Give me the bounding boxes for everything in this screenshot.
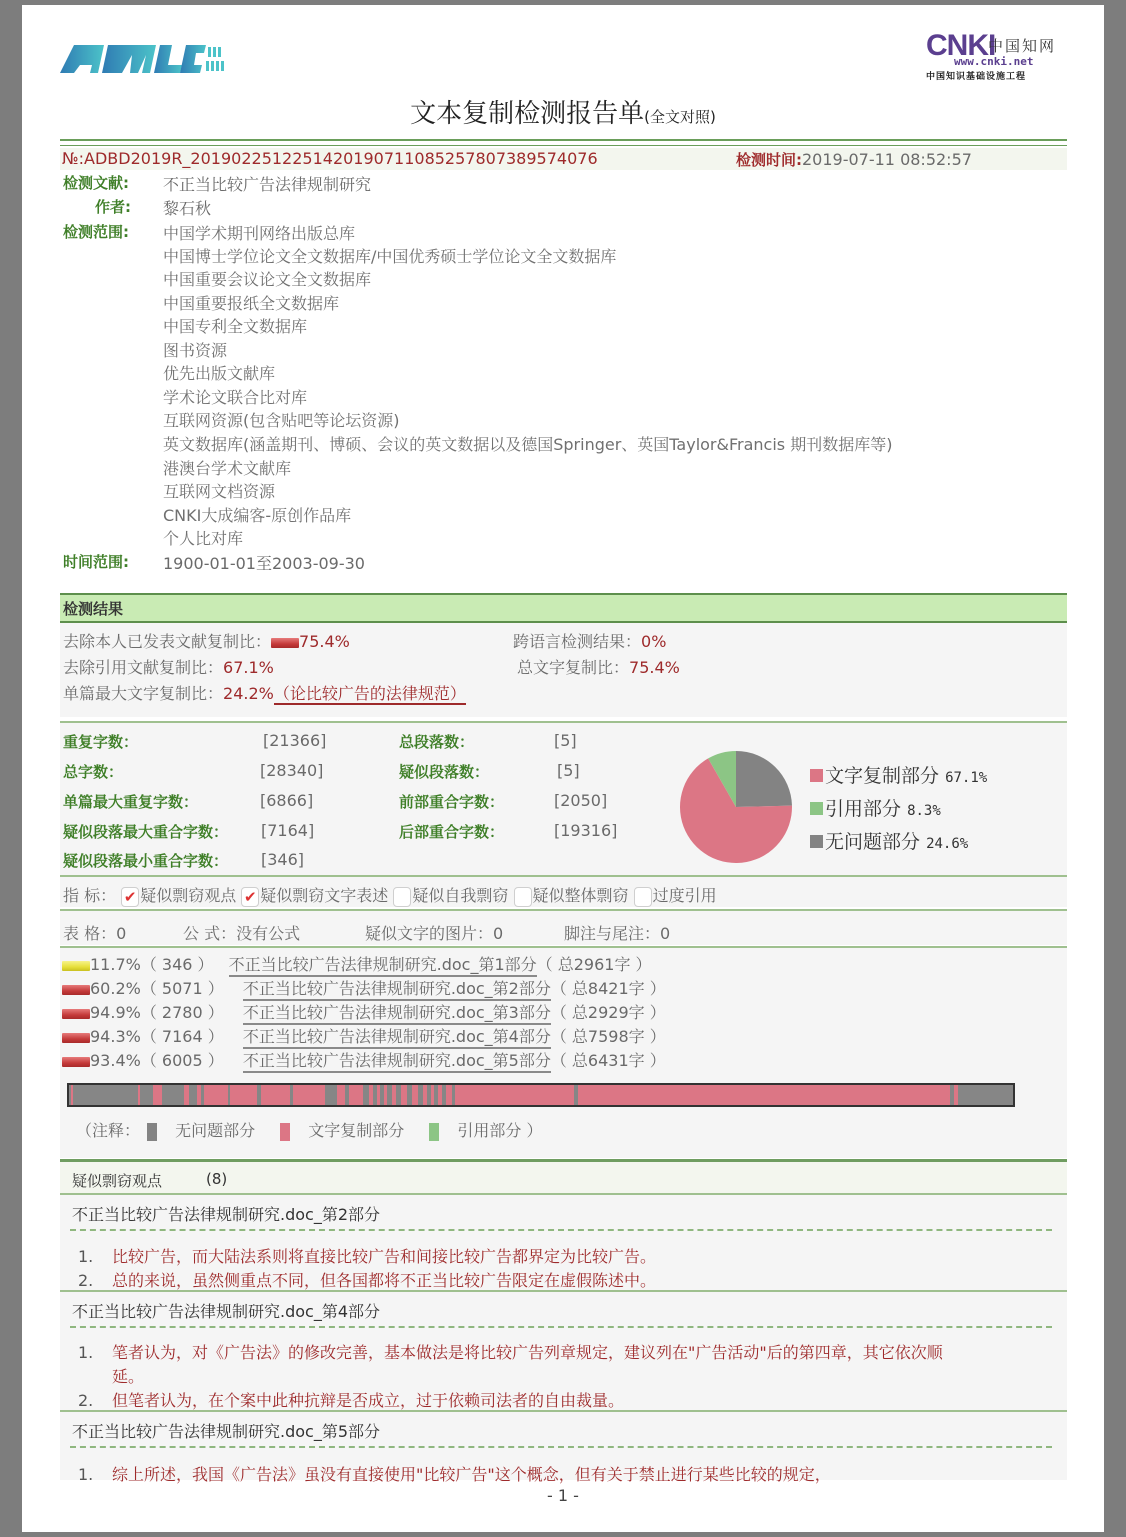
stats-panel: 重复字数： [21366] 总字数： [28340] 单篇最大重复字数： [6866] 疑似段落最大重合字数： [7164] 疑似段落最小重合字数： [346] 总段落数： [5] 疑似段落数： [5] 前部重合字数： [2050] 后部重合字数： [19316] 文字复制部分 67.1% 引用部分 8.3% 无问题部分 24.6% [60,723,1067,875]
range-item: 中国学术期刊网络出版总库 [163,224,356,243]
time-range-label: 时间范围: [63,553,129,571]
range-item: 学术论文联合比对库 [163,388,308,407]
stat-value: [5] [554,731,577,750]
plagiarism-item-continued: 延。 [112,1367,145,1386]
range-label: 检测范围: [63,223,129,241]
max-single-value: 24.2% [223,684,274,703]
part-link[interactable]: 不正当比较广告法律规制研究.doc_第4部分 [243,1027,551,1049]
part-row: 93.4%（ 6005 ） 不正当比较广告法律规制研究.doc_第5部分（ 总6431字 ） [62,1048,666,1071]
stat-value: [5] [557,761,580,780]
doc-title: 不正当比较广告法律规制研究 [163,175,372,194]
stat-value: [28340] [260,761,324,780]
checkbox-checked-icon[interactable]: ✔ [121,887,139,907]
checkbox-empty-icon[interactable] [514,887,532,907]
indicator-whole-plagiarism[interactable]: 疑似整体剽窃 [514,886,629,905]
range-item: 互联网文档资源 [163,482,276,501]
stat-value: [6866] [260,791,314,810]
range-item: 港澳台学术文献库 [163,459,292,478]
high-similarity-swatch [62,1009,90,1019]
high-similarity-swatch [62,1033,90,1043]
legend-cite-swatch [429,1123,439,1141]
report-number: №:ADBD2019R_2019022512251420190711085257807389574076 [62,149,598,168]
plagiarism-item: 1. 笔者认为，对《广告法》的修改完善，基本做法是将比较广告列章规定，建议列在"广告活动"后的第四章，其它依次顺 [78,1343,943,1362]
high-similarity-swatch [62,985,90,995]
plagiarism-item: 2. 但笔者认为，在个案中此种抗辩是否成立，过于依赖司法者的自由裁量。 [78,1391,625,1410]
group-doc-title: 不正当比较广告法律规制研究.doc_第5部分 [72,1422,381,1441]
range-item: 中国重要会议论文全文数据库 [163,270,372,289]
parts-panel [60,948,1067,1158]
legend-swatch-copy [810,769,823,782]
part-row: 11.7%（ 346 ） 不正当比较广告法律规制研究.doc_第1部分（ 总2961字 ） [62,952,652,975]
divider [60,139,1067,146]
high-similarity-swatch [62,1057,90,1067]
checkbox-empty-icon[interactable] [634,887,652,907]
copy-ratio-swatch [271,638,299,648]
legend-no-issue-swatch [147,1123,157,1141]
dashed-divider [70,1326,1052,1328]
amlc-logo [60,39,226,79]
indicator-plagiarized-wording[interactable]: ✔ 疑似剽窃文字表述 [241,886,388,905]
check-time: 2019-07-11 08:52:57 [802,150,972,169]
results-summary: 去除本人已发表文献复制比： 75.4% 跨语言检测结果：0% 去除引用文献复制比：67.1% 总文字复制比：75.4% 单篇最大文字复制比：24.2%（论比较广告的法律规范） [60,623,1067,717]
total-copy-value: 75.4% [629,658,680,677]
indicator-excessive-citation[interactable]: 过度引用 [634,886,717,905]
stat-value: [19316] [554,821,618,840]
legend-swatch-no-issue [810,835,823,848]
range-item: 中国博士学位论文全文数据库/中国优秀硕士学位论文全文数据库 [163,247,617,266]
range-item: CNKI大成编客-原创作品库 [163,506,352,525]
similarity-pie-chart [678,749,794,869]
author-label: 作者: [95,198,131,216]
low-similarity-swatch [62,961,90,971]
part-link[interactable]: 不正当比较广告法律规制研究.doc_第3部分 [243,1003,551,1025]
time-range: 1900-01-01至2003-09-30 [163,554,365,573]
bar-legend: （注释： 无问题部分 文字复制部分 引用部分 ） [76,1121,543,1140]
plagiarism-item: 2. 总的来说，虽然侧重点不同，但各国都将不正当比较广告限定在虚假陈述中。 [78,1271,657,1290]
report-title: 文本复制检测报告单(全文对照) [410,99,716,129]
indicator-self-plagiarism[interactable]: 疑似自我剽窃 [393,886,508,905]
part-row: 94.9%（ 2780 ） 不正当比较广告法律规制研究.doc_第3部分（ 总2929字 ） [62,1000,666,1023]
checkbox-empty-icon[interactable] [393,887,411,907]
excl-cite-value: 67.1% [223,658,274,677]
part-link[interactable]: 不正当比较广告法律规制研究.doc_第5部分 [243,1051,551,1073]
part-link[interactable]: 不正当比较广告法律规制研究.doc_第1部分 [229,955,537,977]
range-item: 中国专利全文数据库 [163,317,308,336]
document-similarity-bar [67,1083,1015,1107]
doc-label: 检测文献: [63,174,129,192]
range-item: 英文数据库(涵盖期刊、博硕、会议的英文数据以及德国Springer、英国Taylor&Francis 期刊数据库等) [163,435,893,454]
stat-value: [7164] [261,821,315,840]
dashed-divider [70,1229,1052,1231]
part-link[interactable]: 不正当比较广告法律规制研究.doc_第2部分 [243,979,551,1001]
range-item: 互联网资源(包含贴吧等论坛资源) [163,411,400,430]
range-item: 优先出版文献库 [163,364,276,383]
dashed-divider [70,1446,1052,1448]
check-time-label: 检测时间: [736,151,802,169]
stat-value: [2050] [554,791,608,810]
range-item: 个人比对库 [163,529,244,548]
legend-swatch-cite [810,802,823,815]
author: 黎石秋 [163,199,212,218]
counts-row: 表 格：0 公 式：没有公式 疑似文字的图片：0 脚注与尾注：0 [60,911,1067,945]
plagiarism-item: 1. 比较广告，而大陆法系则将直接比较广告和间接比较广告都界定为比较广告。 [78,1247,657,1266]
formula-count: 没有公式 [236,924,301,943]
range-item: 中国重要报纸全文数据库 [163,294,340,313]
group-doc-title: 不正当比较广告法律规制研究.doc_第4部分 [72,1302,381,1321]
group-doc-title: 不正当比较广告法律规制研究.doc_第2部分 [72,1205,381,1224]
max-single-source-link[interactable]: （论比较广告的法律规范） [273,684,466,703]
range-item: 图书资源 [163,341,228,360]
pie-legend: 文字复制部分 67.1% 引用部分 8.3% 无问题部分 24.6% [810,761,987,860]
indicator-plagiarized-ideas[interactable]: ✔ 疑似剽窃观点 [121,886,236,905]
image-count: 0 [493,924,504,943]
report-info-bar [60,148,1067,170]
footnote-count: 0 [660,924,671,943]
cross-lang-value: 0% [641,632,667,651]
plagiarism-count: (8) [206,1170,228,1188]
part-row: 60.2%（ 5071 ） 不正当比较广告法律规制研究.doc_第2部分（ 总8421字 ） [62,976,666,999]
table-count: 0 [116,924,127,943]
part-row: 94.3%（ 7164 ） 不正当比较广告法律规制研究.doc_第4部分（ 总7598字 ） [62,1024,666,1047]
report-page [22,5,1104,1532]
stat-value: [346] [261,850,305,869]
page-number: - 1 - [547,1486,579,1505]
plagiarism-section-header: 疑似剽窃观点 (8) [60,1162,1067,1194]
cnki-logo: CNKI 中国知网 www.cnki.net 中国知识基础设施工程 [926,29,1057,82]
indicators-row: 指 标： ✔ 疑似剽窃观点 ✔ 疑似剽窃文字表述 疑似自我剽窃 疑似整体剽窃 过度引用 [60,877,1067,907]
excl-self-value: 75.4% [299,632,350,651]
plagiarism-item: 1. 综上所述，我国《广告法》虽没有直接使用"比较广告"这个概念，但有关于禁止进行某些比较的规定， [78,1465,831,1484]
checkbox-checked-icon[interactable]: ✔ [241,887,259,907]
stat-value: [21366] [263,731,327,750]
legend-copy-swatch [280,1123,290,1141]
results-section-header: 检测结果 [60,593,1067,623]
